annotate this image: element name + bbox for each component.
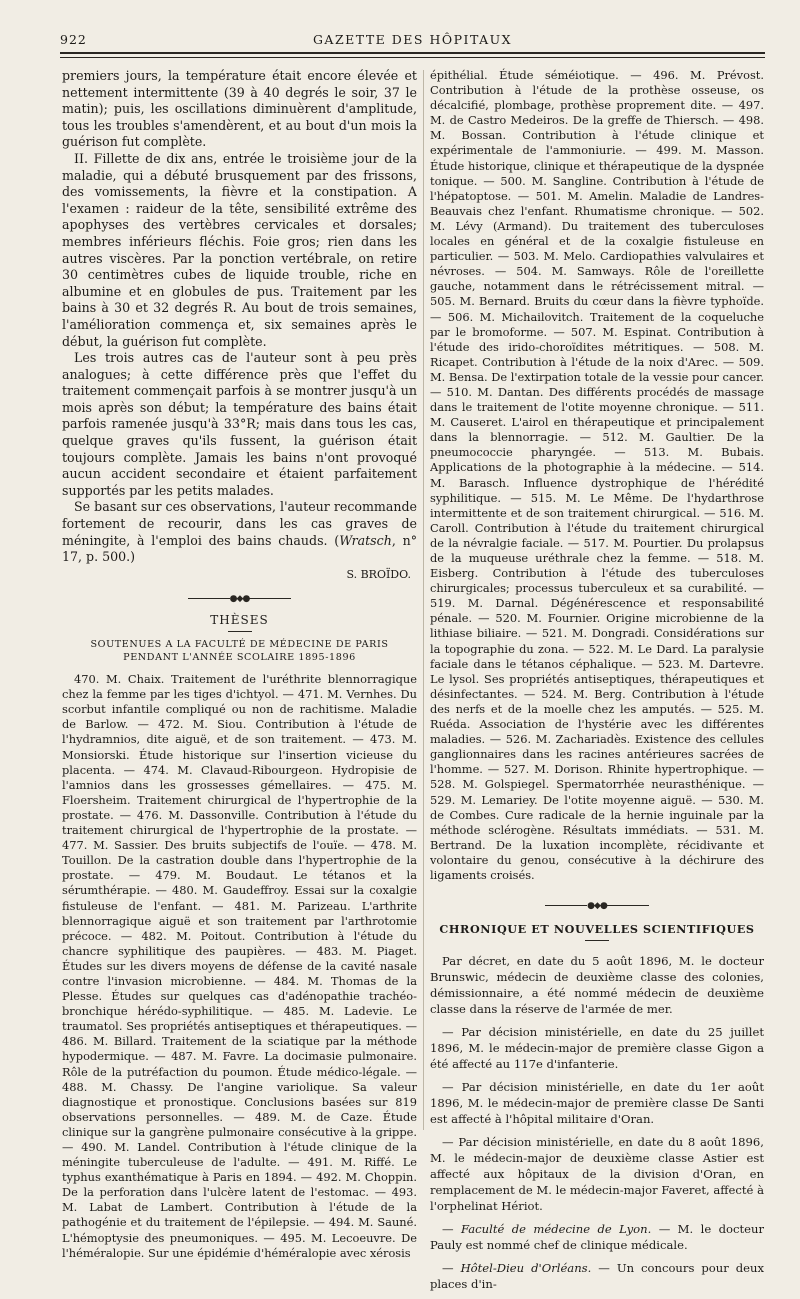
- header-rule: [60, 52, 765, 54]
- news-item-6: — Hôtel-Dieu d'Orléans. — Un concours pour deux places d'in-: [430, 1261, 764, 1292]
- author-signature: S. BROÏDO.: [346, 567, 411, 581]
- section-ornament-2: ●◆●: [430, 899, 764, 914]
- journal-title: GAZETTE DES HÔPITAUX: [312, 32, 513, 47]
- news-item-6-text: — Un concours pour deux places d'in-: [430, 1261, 764, 1292]
- column-divider: [423, 70, 424, 1130]
- theses-subtitle-1: SOUTENUES A LA FACULTÉ DE MÉDECINE DE PARIS: [90, 639, 389, 651]
- theses-subtitle-2: PENDANT L'ANNÉE SCOLAIRE 1895-1896: [123, 652, 356, 664]
- theses-list: 470. M. Chaix. Traitement de l'uréthrite blennorragique chez la femme par les tiges d'ichtyol. — 471. M. Vernhes. Du scorbut infantile compliqué ou non de rachitisme. Maladie de Barlow. — 472. M. Siou. Contribution à l'étude de l'hydramnios, dite aiguë, et de son traitement. — 473. M. Monsiorski. Étude historique sur l'insertion vicieuse du placenta. — 474. M. Clavaud-Ribourgeon. Hydropisie de l'amnios dans les grossesses gémellaires. — 475. M. Floersheim. Traitement chirurgical de l'hypertrophie de la prostate. — 476. M. Dassonville. Contribution à l'étude du traitement chirurgical de l'hypertrophie de la prostate. — 477. M. Sassier. Des bruits subjectifs de l'ouïe. — 478. M. Touillon. De la castration double dans l'hypertrophie de la prostate. — 479. M. Boudaut. Le tétanos et la sérumthérapie. — 480. M. Gaudeffroy. Essai sur la coxalgie fistuleuse de l'enfant. — 481. M. Parizeau. L'arthrite blennorragique aiguë et son traitement par l'arthrotomie précoce. — 482. M. Poitout. Contribution à l'étude du chancre syphilitique des paupières. — 483. M. Piaget. Études sur les divers moyens de défense de la cavité nasale contre l'invasion microbienne. — 484. M. Thomas de la Plesse. Études sur quelques cas d'adénopathie trachéo-bronchique hérédo-syphilitique. — 485. M. Ladevie. Le traumatol. Ses propriétés antiseptiques et thérapeutiques. — 486. M. Billard. Traitement de la sciatique par la méthode hypodermique. — 487. M. Favre. La docimasie pulmonaire. Rôle de la putréfaction du poumon. Étude médico-légale. — 488. M. Chassy. De l'angine variolique. Sa valeur diagnostique et pronostique. Conclusions basées sur 819 observations personnelles. — 489. M. de Caze. Étude clinique sur la gangrène pulmonaire consécutive à la grippe. — 490. M. Landel. Contribution à l'étude clinique de la méningite tuberculeuse de l'adulte. — 491. M. Riffé. Le typhus exanthématique à Paris en 1894. — 492. M. Choppin. De la perforation dans l'ulcère latent de l'estomac. — 493. M. Labat de Lambert. Contribution à l'étude de la pathogénie et du traitement de l'épilepsie. — 494. M. Sauné. L'hémoptysie des pneumoniques. — 495. M. Lecoeuvre. De l'héméralopie. Sur une épidémie d'héméralopie avec xérosis: [62, 672, 417, 1260]
- news-item-1: Par décret, en date du 5 août 1896, M. le docteur Brunswic, médecin de deuxième classe des colonies, démissionnaire, a été nommé médecin de deuxième classe dans la réserve de l'armée de mer.: [430, 954, 764, 1017]
- header-rule-thin: [60, 57, 765, 58]
- right-column: [430, 68, 764, 1299]
- title-rule: [228, 631, 252, 632]
- section-ornament: ●◆●: [62, 592, 417, 607]
- article-paragraph-1: premiers jours, la température était encore élevée et nettement intermittente (39 à 40 degrés le soir, 37 le matin); puis, les oscillations diminuèrent d'amplitude, tous les troubles s'amendèrent, et au bout d'un mois la guérison fut complète.: [62, 68, 417, 150]
- chronique-title: CHRONIQUE ET NOUVELLES SCIENTIFIQUES: [439, 922, 755, 937]
- news-item-6-label: Hôtel-Dieu d'Orléans.: [460, 1261, 592, 1276]
- article-paragraph-4: [62, 499, 417, 565]
- article-paragraph-3: Les trois autres cas de l'auteur sont à peu près analogues; à cette différence près que l'effet du traitement commençait parfois à se montrer jusqu'à un mois après son début; la température des bains était parfois ramenée jusqu'à 33°R; mais dans tous les cas, quelque graves qu'ils fussent, la guérison était toujours complète. Jamais les bains n'ont provoqué aucun accident secondaire et étaient parfaitement supportés par les petits malades.: [62, 350, 417, 498]
- source-reference: , n° 17, p. 500.): [62, 532, 417, 565]
- news-item-2: — Par décision ministérielle, en date du 25 juillet 1896, M. le médecin-major de première classe Gigon a été affecté au 117e d'infanterie.: [430, 1025, 764, 1072]
- page-header: [60, 28, 765, 52]
- conclusion-text: Se basant sur ces observations, l'auteur recommande fortement de recourir, dans les cas graves de méningite, à l'emploi des bains chauds. (: [62, 499, 417, 548]
- news-item-5-text: — M. le docteur Pauly est nommé chef de clinique médicale.: [430, 1222, 764, 1253]
- theses-title: THÈSES: [210, 613, 269, 627]
- news-section: [430, 953, 764, 1292]
- chronique-rule: [585, 940, 609, 941]
- left-column: [62, 68, 417, 1261]
- theses-list-continued: épithélial. Étude séméiotique. — 496. M. Prévost. Contribution à l'étude de la prothèse osseuse, os décalcifié, plombage, prothèse proprement dite. — 497. M. de Castro Medeiros. De la greffe de Thiersch. — 498. M. Bossan. Contribution à l'étude clinique et expérimentale de l'ammoniurie. — 499. M. Masson. Étude historique, clinique et thérapeutique de la dyspnée tonique. — 500. M. Sangline. Contribution à l'étude de l'hépatoptose. — 501. M. Amelin. Maladie de Landres-Beauvais chez l'enfant. Rhumatisme chronique. — 502. M. Lévy (Armand). Du traitement des tuberculoses locales en général et de la coxalgie fistuleuse en particulier. — 503. M. Melo. Cardiopathies valvulaires et névroses. — 504. M. Samways. Rôle de l'oreillette gauche, notamment dans le rétrécissement mitral. — 505. M. Bernard. Bruits du cœur dans la fièvre typhoïde. — 506. M. Michailovitch. Traitement de la coqueluche par le bromoforme. — 507. M. Espinat. Contribution à l'étude des irido-choroïdites métritiques. — 508. M. Ricapet. Contribution à l'étude de la noix d'Arec. — 509. M. Bensa. De l'extirpation totale de la vessie pour cancer. — 510. M. Dantan. Des différents procédés de massage dans le traitement de l'otite moyenne chronique. — 511. M. Causeret. L'airol en thérapeutique et principalement dans la blennorragie. — 512. M. Gaultier. De la pneumococcie pharyngée. — 513. M. Bubais. Applications de la photographie à la médecine. — 514. M. Barasch. Influence dystrophique de l'hérédité syphilitique. — 515. M. Le Même. De l'hydarthrose intermittente et de son traitement chirurgical. — 516. M. Caroll. Contribution à l'étude du traitement chirurgical de la névralgie faciale. — 517. M. Pourtier. Du prolapsus de la muqueuse uréthrale chez la femme. — 518. M. Eisberg. Contribution à l'étude des tuberculoses chirurgicales; processus tuberculeux et sa curabilité. — 519. M. Darnal. Dégénérescence et responsabilité pénale. — 520. M. Fournier. Origine microbienne de la lithiase biliaire. — 521. M. Dongradi. Considérations sur la topographie du zona. — 522. M. Le Dard. La paralysie faciale dans le tétanos céphalique. — 523. M. Dartevre. Le lysol. Ses propriétés antiseptiques, thérapeutiques et désinfectantes. — 524. M. Berg. Contribution à l'étude des nerfs et de la moelle chez les amputés. — 525. M. Ruéda. Association de l'hystérie avec les différentes maladies. — 526. M. Zachariadès. Existence des cellules ganglionnaires dans les racines antérieures sacrées de l'homme. — 527. M. Dorison. Rhinite hypertrophique. — 528. M. Golspiegel. Spermatorrhée neurasthénique. — 529. M. Lemariey. De l'otite moyenne aiguë. — 530. M. de Combes. Cure radicale de la hernie inguinale par la méthode sclérogène. Résultats immédiats. — 531. M. Bertrand. De la luxation incomplète, récidivante et volontaire du genou, consécutive à la déchirure des ligaments croisés.: [430, 68, 764, 882]
- article-paragraph-2: II. Fillette de dix ans, entrée le troisième jour de la maladie, qui a débuté brusquement par des frissons, des vomissements, la fièvre et la constipation. A l'examen : raideur de la tête, sensibilité extrême des apophyses des vertèbres cervicales et dorsales; membres inférieurs fléchis. Foie gros; rien dans les autres viscères. Par la ponction vertébrale, on retire 30 centimètres cubes de liquide trouble, riche en albumine et en globules de pus. Traitement par les bains à 30 et 32 degrés R. Au bout de trois semaines, l'amélioration commença et, six semaines après le début, la guérison fut complète.: [62, 150, 417, 349]
- page-number: 922: [60, 32, 87, 47]
- source-journal: Wratsch: [339, 532, 392, 548]
- news-item-4: — Par décision ministérielle, en date du 8 août 1896, M. le médecin-major de deuxième classe Astier est affecté aux hôpitaux de la division d'Oran, en remplacement de M. le médecin-major Faveret, affecté à l'orphelinat Hériot.: [430, 1135, 764, 1214]
- news-item-5: — Faculté de médecine de Lyon. — M. le docteur Pauly est nommé chef de clinique médicale.: [430, 1222, 764, 1253]
- news-item-3: — Par décision ministérielle, en date du 1er août 1896, M. le médecin-major de première classe De Santi est affecté à l'hôpital militaire d'Oran.: [430, 1080, 764, 1127]
- news-item-5-label: Faculté de médecine de Lyon.: [460, 1222, 652, 1237]
